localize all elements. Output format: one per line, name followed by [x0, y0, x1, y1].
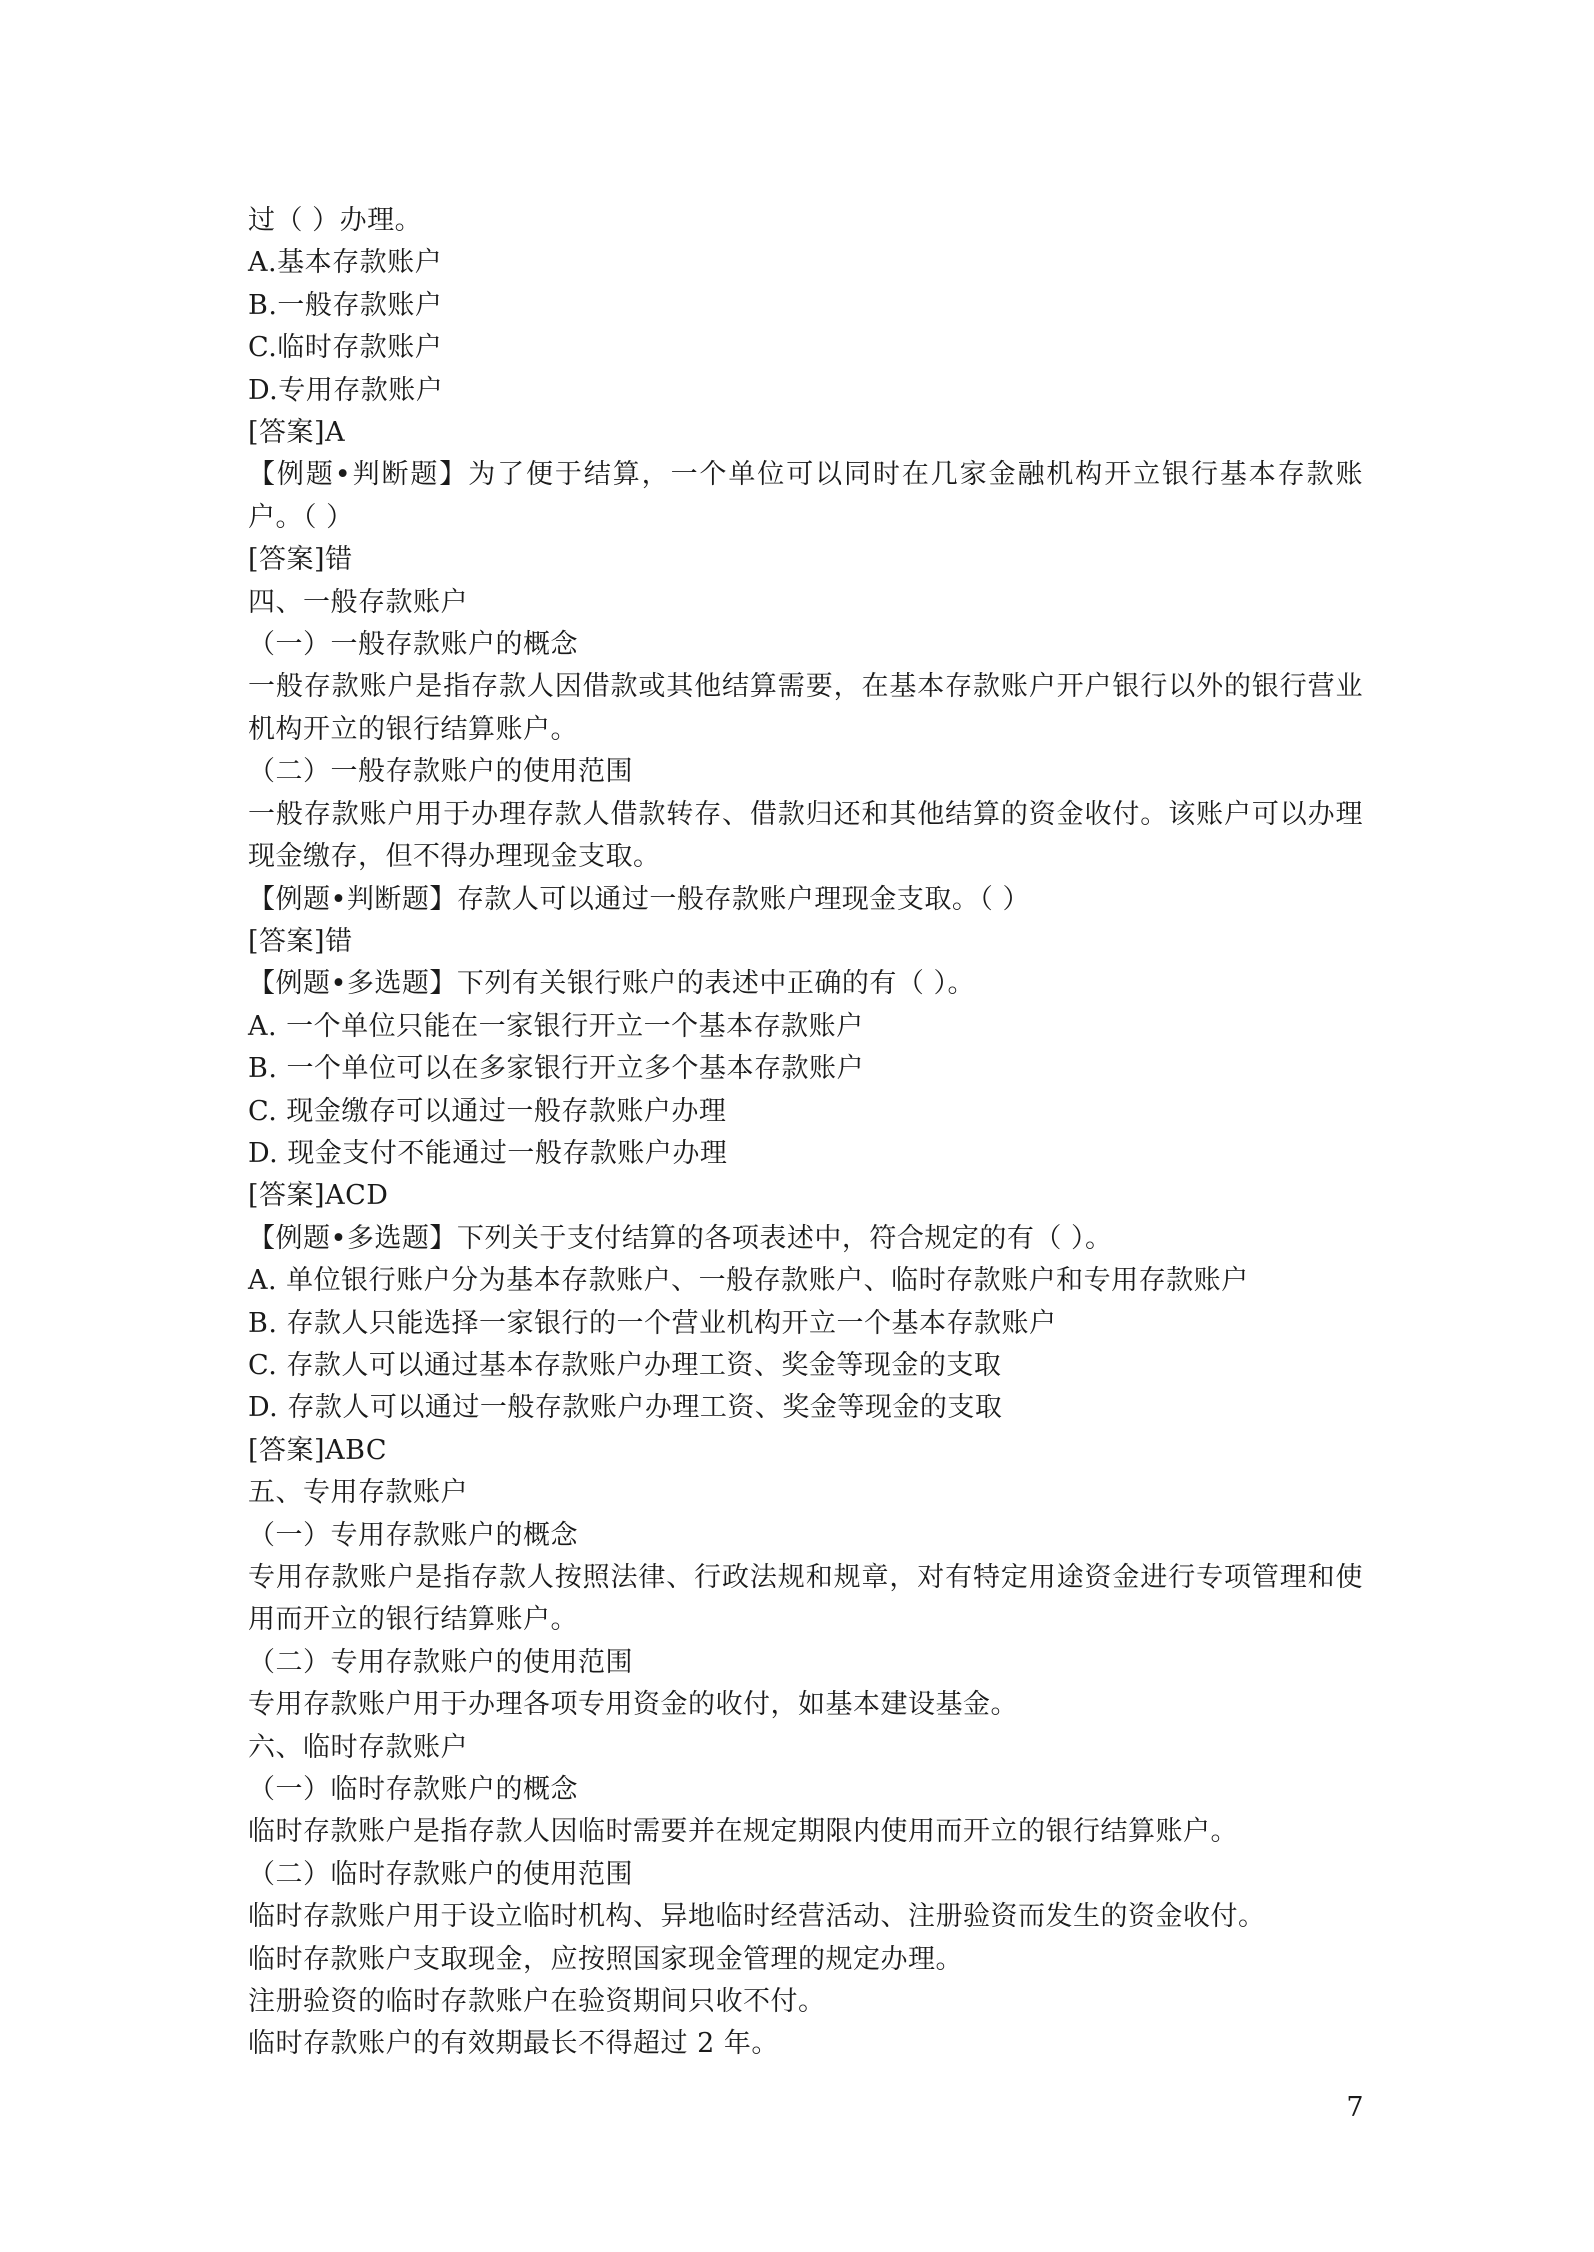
answer-line: [答案]错: [248, 544, 353, 576]
paragraph: 临时存款账户的有效期最长不得超过 2 年。: [248, 2028, 779, 2060]
question-line: 【例题•判断题】为了便于结算，一个单位可以同时在几家金融机构开立银行基本存款账户。（ ）: [248, 459, 1363, 533]
paragraph: 专用存款账户用于办理各项专用资金的收付，如基本建设基金。: [248, 1689, 1018, 1721]
subsection-heading: （二）一般存款账户的使用范围: [248, 756, 633, 788]
paragraph: 一般存款账户是指存款人因借款或其他结算需要，在基本存款账户开户银行以外的银行营业机构开立的银行结算账户。: [248, 671, 1363, 745]
answer-line: [答案]错: [248, 925, 353, 957]
paragraph: 专用存款账户是指存款人按照法律、行政法规和规章，对有特定用途资金进行专项管理和使用而开立的银行结算账户。: [248, 1562, 1363, 1636]
option-line: C. 现金缴存可以通过一般存款账户办理: [248, 1095, 727, 1127]
option-line: D. 现金支付不能通过一般存款账户办理: [248, 1137, 728, 1169]
option-line: B.一般存款账户: [248, 289, 443, 321]
option-line: A. 单位银行账户分为基本存款账户、一般存款账户、临时存款账户和专用存款账户: [248, 1265, 1249, 1297]
option-line: D. 存款人可以通过一般存款账户办理工资、奖金等现金的支取: [248, 1392, 1003, 1424]
answer-line: [答案]ABC: [248, 1434, 388, 1466]
answer-line: [答案]ACD: [248, 1180, 389, 1212]
page-number: 7: [1346, 2092, 1364, 2123]
document-body: [248, 200, 1363, 2066]
paragraph: 注册验资的临时存款账户在验资期间只收不付。: [248, 1986, 826, 2018]
paragraph: 临时存款账户支取现金，应按照国家现金管理的规定办理。: [248, 1943, 963, 1975]
option-line: C. 存款人可以通过基本存款账户办理工资、奖金等现金的支取: [248, 1349, 1002, 1381]
option-line: C.临时存款账户: [248, 332, 443, 364]
subsection-heading: （二）专用存款账户的使用范围: [248, 1646, 633, 1678]
paragraph: 临时存款账户用于设立临时机构、异地临时经营活动、注册验资而发生的资金收付。: [248, 1901, 1266, 1933]
option-line: D.专用存款账户: [248, 374, 444, 406]
option-line: A. 一个单位只能在一家银行开立一个基本存款账户: [248, 1010, 864, 1042]
section-heading: 六、临时存款账户: [248, 1731, 468, 1763]
subsection-heading: （一）一般存款账户的概念: [248, 629, 578, 661]
section-heading: 五、专用存款账户: [248, 1477, 468, 1509]
option-line: A.基本存款账户: [248, 247, 443, 279]
subsection-heading: （一）临时存款账户的概念: [248, 1774, 578, 1806]
text-line: 过（ ）办理。: [248, 205, 423, 236]
section-heading: 四、一般存款账户: [248, 586, 468, 618]
subsection-heading: （一）专用存款账户的概念: [248, 1519, 578, 1551]
question-line: 【例题•判断题】存款人可以通过一般存款账户理现金支取。（ ）: [248, 883, 1031, 915]
paragraph: 临时存款账户是指存款人因临时需要并在规定期限内使用而开立的银行结算账户。: [248, 1816, 1238, 1848]
question-line: 【例题•多选题】下列关于支付结算的各项表述中，符合规定的有（ ）。: [248, 1222, 1113, 1254]
question-line: 【例题•多选题】下列有关银行账户的表述中正确的有（ ）。: [248, 968, 976, 1000]
paragraph: 一般存款账户用于办理存款人借款转存、借款归还和其他结算的资金收付。该账户可以办理现金缴存，但不得办理现金支取。: [248, 798, 1363, 873]
answer-line: [答案]A: [248, 417, 346, 449]
option-line: B. 存款人只能选择一家银行的一个营业机构开立一个基本存款账户: [248, 1307, 1057, 1339]
subsection-heading: （二）临时存款账户的使用范围: [248, 1858, 633, 1890]
option-line: B. 一个单位可以在多家银行开立多个基本存款账户: [248, 1053, 865, 1085]
